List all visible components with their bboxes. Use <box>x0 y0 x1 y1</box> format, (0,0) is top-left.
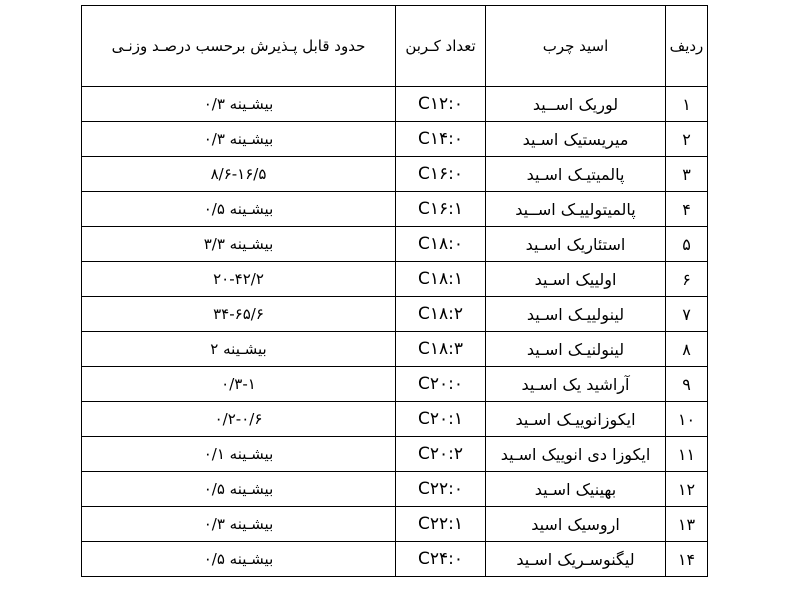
header-fatty-acid: اسید چرب <box>486 6 666 87</box>
row-number-cell: ۱۴ <box>666 542 708 577</box>
carbon-count-cell: C۱۸:۳ <box>396 332 486 367</box>
fatty-acid-cell: استئاریک اسـید <box>486 227 666 262</box>
acceptable-limit-cell: بیشـینه ۰/۳ <box>82 87 396 122</box>
row-number-cell: ۱۱ <box>666 437 708 472</box>
fatty-acid-table-container <box>81 5 707 577</box>
table-header-row <box>82 6 708 87</box>
row-number-cell: ۱۲ <box>666 472 708 507</box>
header-row-number: ردیف <box>666 6 708 87</box>
fatty-acid-cell: میریستیک اسـید <box>486 122 666 157</box>
carbon-count-cell: C۲۰:۲ <box>396 437 486 472</box>
carbon-count-cell: C۱۶:۰ <box>396 157 486 192</box>
carbon-count-cell: C۲۴:۰ <box>396 542 486 577</box>
carbon-count-cell: C۱۸:۱ <box>396 262 486 297</box>
row-number-cell: ۶ <box>666 262 708 297</box>
table-row <box>82 402 708 437</box>
header-carbon-count: تعداد کـربن <box>396 6 486 87</box>
row-number-cell: ۵ <box>666 227 708 262</box>
carbon-count-cell: C۱۸:۰ <box>396 227 486 262</box>
row-number-cell: ۱۰ <box>666 402 708 437</box>
row-number-cell: ۸ <box>666 332 708 367</box>
carbon-count-cell: C۲۰:۰ <box>396 367 486 402</box>
table-body <box>82 87 708 577</box>
carbon-count-cell: C۲۰:۱ <box>396 402 486 437</box>
table-row <box>82 472 708 507</box>
table-row <box>82 157 708 192</box>
acceptable-limit-cell: بیشـینه ۳/۳ <box>82 227 396 262</box>
header-acceptable-limit: حدود قابل پـذیرش برحسب درصـد وزنـی <box>82 6 396 87</box>
row-number-cell: ۲ <box>666 122 708 157</box>
row-number-cell: ۷ <box>666 297 708 332</box>
acceptable-limit-cell: بیشـینه ۰/۵ <box>82 472 396 507</box>
fatty-acid-cell: پالمیتیـک اسـید <box>486 157 666 192</box>
table-row <box>82 227 708 262</box>
acceptable-limit-cell: ۰/۲-۰/۶ <box>82 402 396 437</box>
row-number-cell: ۱۳ <box>666 507 708 542</box>
fatty-acid-cell: لینولییـک اسـید <box>486 297 666 332</box>
row-number-cell: ۹ <box>666 367 708 402</box>
fatty-acid-cell: بهینیک اسـید <box>486 472 666 507</box>
acceptable-limit-cell: ۰/۳-۱ <box>82 367 396 402</box>
fatty-acid-cell: لینولنیـک اسـید <box>486 332 666 367</box>
carbon-count-cell: C۲۲:۰ <box>396 472 486 507</box>
fatty-acid-cell: آراشید یک اسـید <box>486 367 666 402</box>
fatty-acid-table <box>81 5 708 577</box>
table-row <box>82 367 708 402</box>
table-row <box>82 437 708 472</box>
acceptable-limit-cell: بیشـینه ۰/۵ <box>82 542 396 577</box>
carbon-count-cell: C۱۴:۰ <box>396 122 486 157</box>
acceptable-limit-cell: ۲۰-۴۲/۲ <box>82 262 396 297</box>
carbon-count-cell: C۱۸:۲ <box>396 297 486 332</box>
fatty-acid-cell: ایکوزانوییـک اسـید <box>486 402 666 437</box>
fatty-acid-cell: پالمیتولییـک اســید <box>486 192 666 227</box>
table-row <box>82 507 708 542</box>
acceptable-limit-cell: بیشـینه ۲ <box>82 332 396 367</box>
acceptable-limit-cell: ۸/۶-۱۶/۵ <box>82 157 396 192</box>
acceptable-limit-cell: بیشـینه ۰/۳ <box>82 507 396 542</box>
table-row <box>82 542 708 577</box>
acceptable-limit-cell: ۳۴-۶۵/۶ <box>82 297 396 332</box>
table-row <box>82 122 708 157</box>
row-number-cell: ۴ <box>666 192 708 227</box>
fatty-acid-cell: اروسیک اسید <box>486 507 666 542</box>
table-row <box>82 262 708 297</box>
fatty-acid-cell: لوریک اســید <box>486 87 666 122</box>
fatty-acid-cell: ایکوزا دی انوییک اسـید <box>486 437 666 472</box>
acceptable-limit-cell: بیشـینه ۰/۳ <box>82 122 396 157</box>
fatty-acid-cell: اولییک اسـید <box>486 262 666 297</box>
fatty-acid-cell: لیگنوسـریک اسـید <box>486 542 666 577</box>
carbon-count-cell: C۱۶:۱ <box>396 192 486 227</box>
table-row <box>82 332 708 367</box>
table-row <box>82 297 708 332</box>
table-row <box>82 87 708 122</box>
acceptable-limit-cell: بیشـینه ۰/۵ <box>82 192 396 227</box>
carbon-count-cell: C۱۲:۰ <box>396 87 486 122</box>
row-number-cell: ۳ <box>666 157 708 192</box>
table-row <box>82 192 708 227</box>
acceptable-limit-cell: بیشـینه ۰/۱ <box>82 437 396 472</box>
carbon-count-cell: C۲۲:۱ <box>396 507 486 542</box>
row-number-cell: ۱ <box>666 87 708 122</box>
